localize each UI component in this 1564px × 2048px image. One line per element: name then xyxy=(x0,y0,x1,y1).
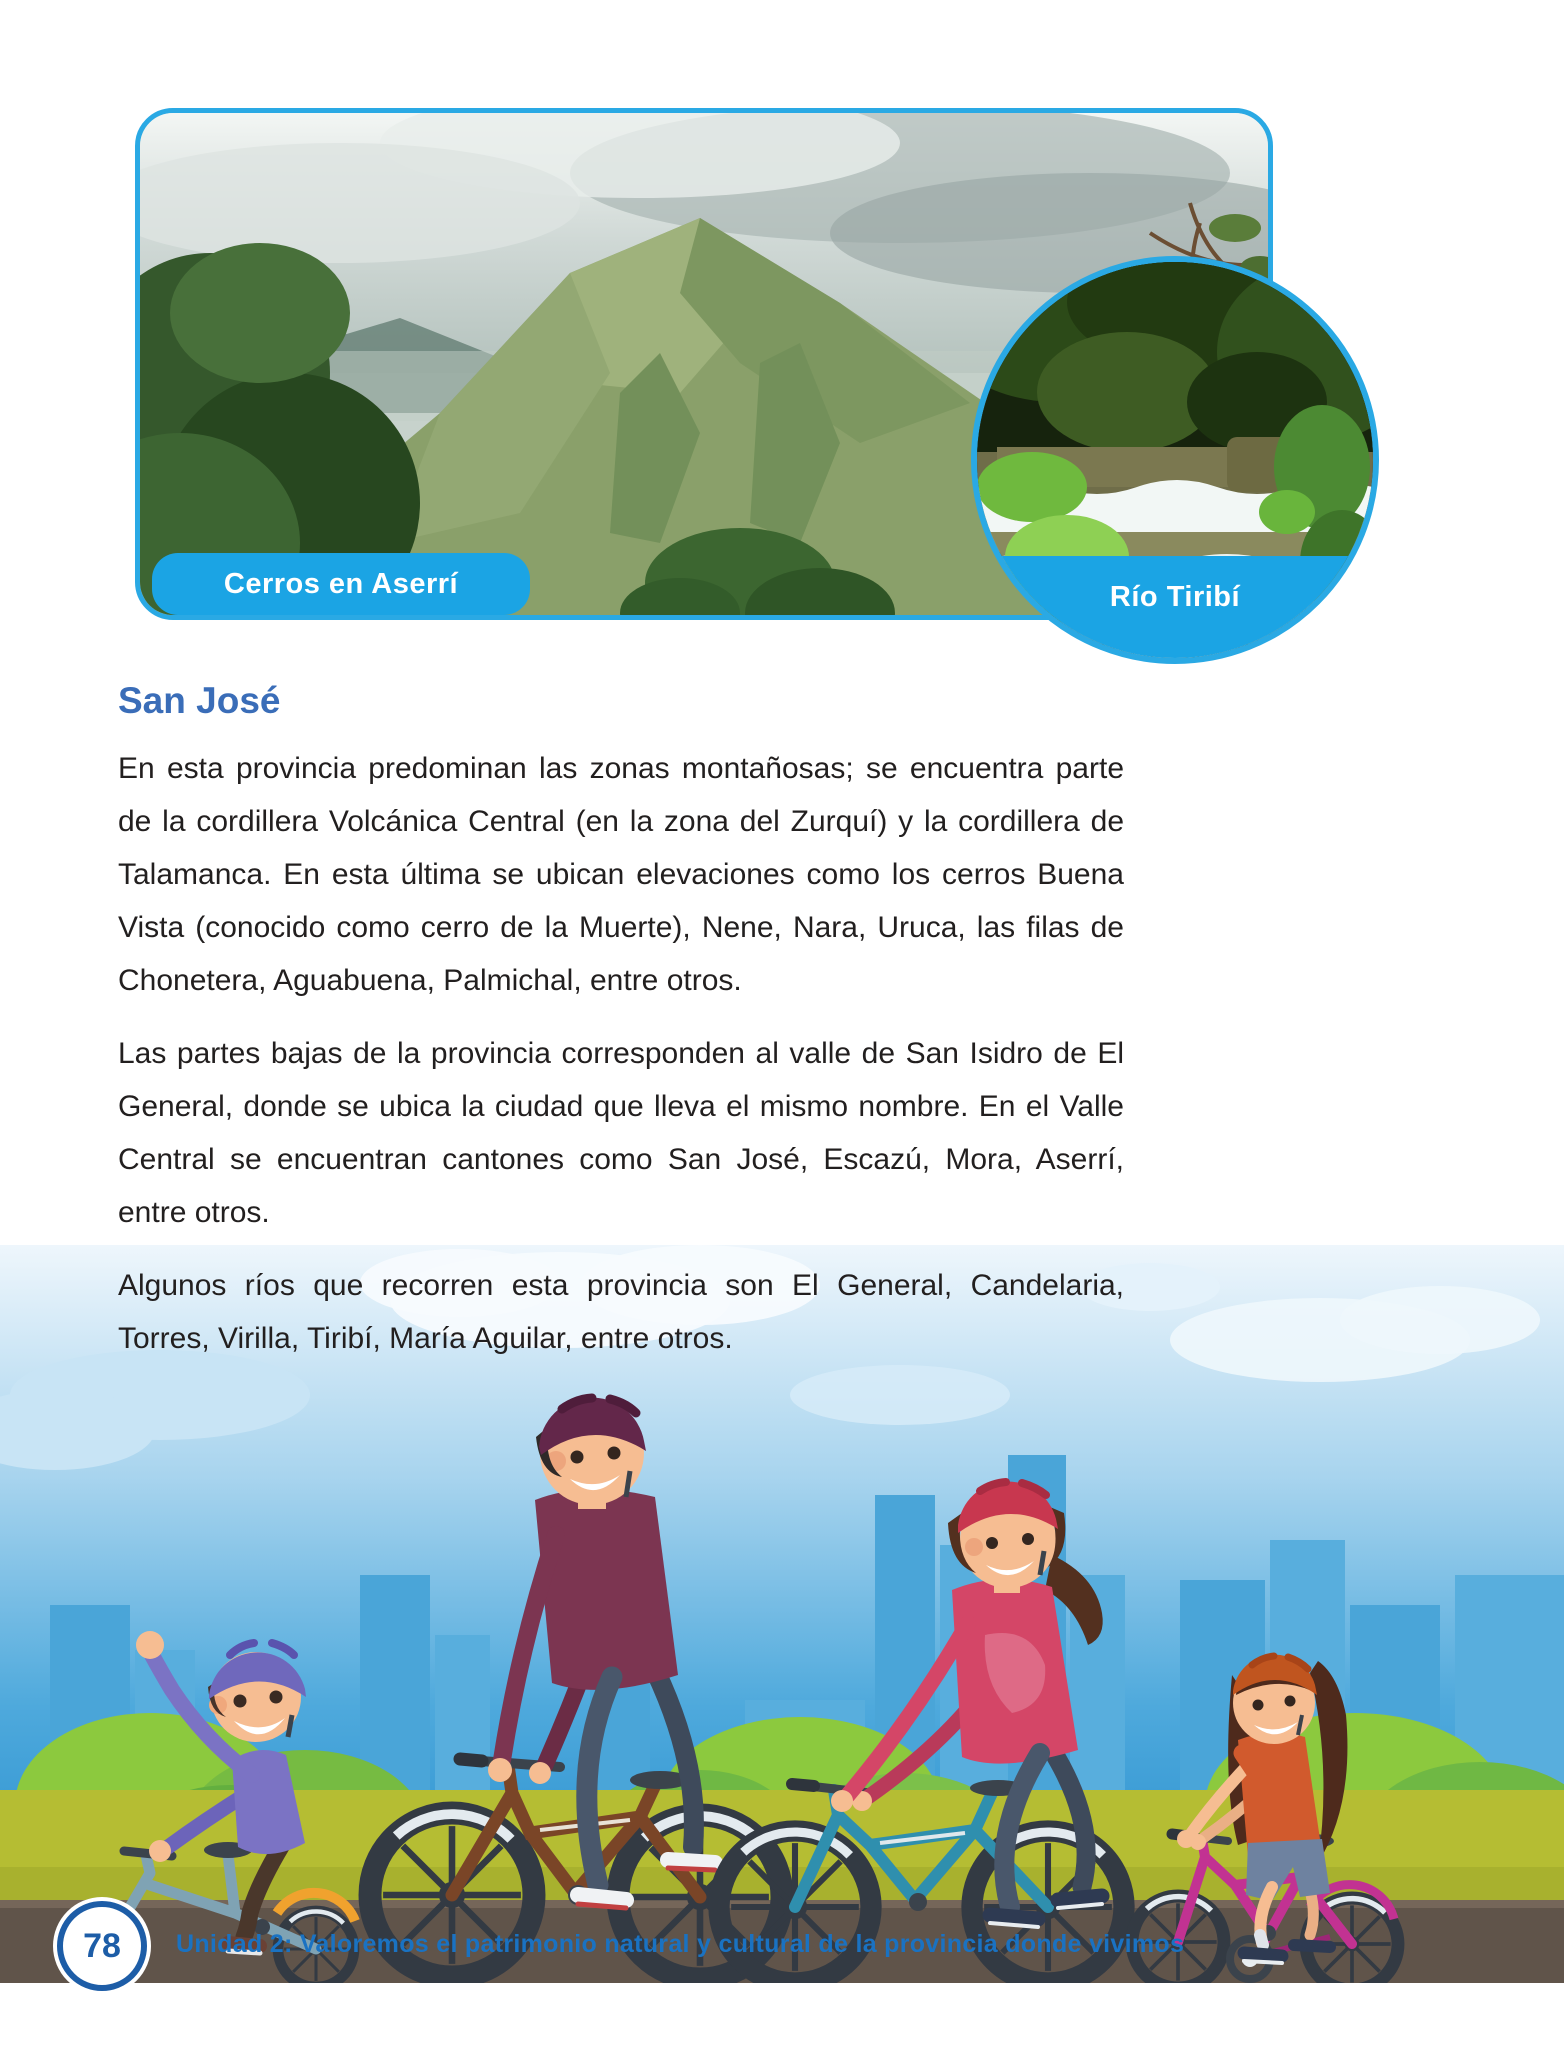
inset-photo-caption: Río Tiribí xyxy=(1109,581,1241,613)
inset-photo-rio xyxy=(971,256,1379,664)
paragraph-valleys: Las partes bajas de la provincia corresponden al valle de San Isidro de El General, donde se ubica la ciudad que lleva el mismo nombre. En el Valle Central se encuentran cantones como San José, Escazú, Mora, Aserrí, entre otros. xyxy=(118,1037,1124,1229)
body-text xyxy=(118,742,1124,1385)
paragraph-relief: En esta provincia predominan las zonas montañosas; se encuentra parte de la cordillera Volcánica Central (en la zona del Zurquí) y la cordillera de Talamanca. En esta última se ubican elevaciones como los cerros Buena Vista (conocido como cerro de la Muerte), Nene, Nara, Uruca, las filas de Chonetera, Aguabuena, Palmichal, entre otros. xyxy=(118,752,1124,997)
footer-unit-label: Unidad 2: Valoremos el patrimonio natural y cultural de la provincia donde vivimos xyxy=(176,1930,1185,1958)
paragraph-rivers: Algunos ríos que recorren esta provincia son El General, Candelaria, Torres, Virilla, Tiribí, María Aguilar, entre otros. xyxy=(118,1269,1124,1355)
section-heading: San José xyxy=(118,680,281,721)
page-number-badge: 78 xyxy=(57,1901,147,1991)
main-photo-caption-badge: Cerros en Aserrí xyxy=(152,553,530,615)
